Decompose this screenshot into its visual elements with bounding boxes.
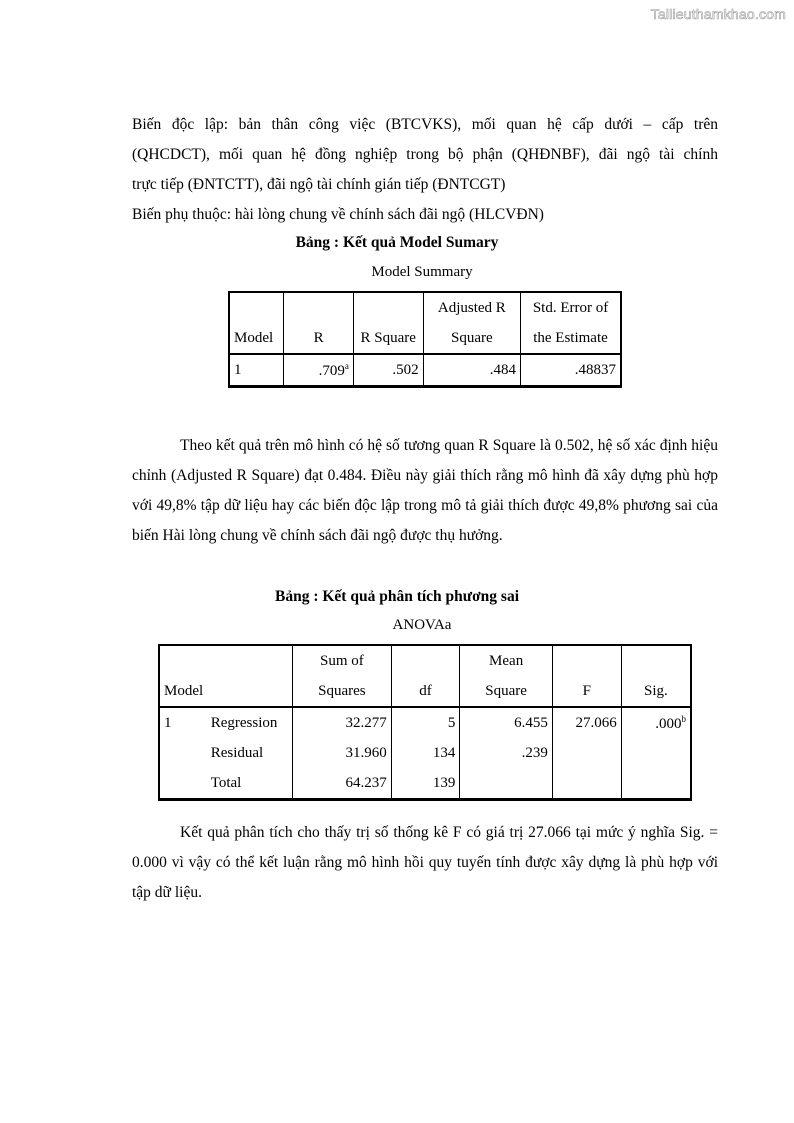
cell-model — [159, 768, 207, 800]
cell-adjusted-r: .484 — [423, 354, 520, 387]
header-sig: Sig. — [643, 682, 668, 699]
model-summary-table — [228, 291, 622, 388]
table-row — [159, 707, 691, 738]
header-model: Model — [159, 676, 293, 707]
paragraph-anova: Kết quả phân tích cho thấy trị số thống kê F có giá trị 27.066 tại mức ý nghĩa Sig. = 0.000 vì vậy có thể kết luận rằng mô hình hồi quy tuyến tính được xây dựng là phù hợp với tập dữ liệu. — [132, 824, 718, 901]
cell-f: 27.066 — [552, 707, 621, 738]
cell-sig: .000$^b$ — [655, 713, 686, 732]
table2-title: ANOVAa — [392, 617, 452, 633]
table2-header-row-1 — [159, 645, 691, 676]
cell-model — [159, 738, 207, 768]
cell-df: 5 — [391, 707, 460, 738]
cell-r: .709$^a$ — [284, 354, 354, 387]
header-adjusted-r: Adjusted R — [423, 292, 520, 323]
header-mean-square-2: Square — [460, 676, 553, 707]
header-mean-square: Mean — [460, 645, 553, 676]
intro-line-3: trực tiếp (ĐNTCTT), đãi ngộ tài chính gián tiếp (ĐNTCGT) — [132, 176, 506, 193]
cell-ms — [460, 768, 553, 800]
intro-line-4: Biến phụ thuộc: hài lòng chung về chính sách đãi ngộ (HLCVĐN) — [132, 206, 544, 223]
table1-caption: Bảng : Kết quả Model Sumary — [295, 234, 499, 251]
anova-table — [158, 644, 692, 801]
cell-ss: 31.960 — [293, 738, 392, 768]
table-row — [159, 738, 691, 768]
cell-name: Regression — [207, 707, 293, 738]
watermark: Tailieuthamkhao.com — [650, 6, 786, 22]
header-r-square: R Square — [353, 323, 423, 354]
table1-header-row-2 — [229, 323, 621, 354]
cell-name: Total — [207, 768, 293, 800]
table-row — [229, 354, 621, 387]
header-std-error: Std. Error of — [532, 299, 609, 316]
table2-header-row-2 — [159, 676, 691, 707]
table-row — [159, 768, 691, 800]
cell-std-error: .48837 — [574, 361, 616, 378]
header-adjusted-r-2: Square — [423, 323, 520, 354]
cell-sig — [621, 768, 691, 800]
cell-ss: 32.277 — [293, 707, 392, 738]
table2-caption: Bảng : Kết quả phân tích phương sai — [275, 588, 519, 605]
paragraph-model-summary: Theo kết quả trên mô hình có hệ số tương quan R Square là 0.502, hệ số xác định hiệu chỉnh (Adjusted R Square) đạt 0.484. Điều này giải thích rằng mô hình đã xây dựng phù hợp với 49,8% tập dữ liệu hay các biến độc lập trong mô tả giải thích được 49,8% phương sai của biến Hài lòng chung về chính sách đãi ngộ được thụ hưởng. — [132, 437, 718, 544]
intro-line-2: (QHCDCT), mối quan hệ đồng nghiệp trong bộ phận (QHĐNBF), đãi ngộ tài chính — [132, 146, 718, 163]
cell-sig — [621, 738, 691, 768]
header-sum-of-squares: Sum of — [293, 645, 392, 676]
cell-ms: .239 — [460, 738, 553, 768]
header-std-error-2: the Estimate — [533, 329, 608, 346]
header-model: Model — [229, 323, 284, 354]
cell-df: 134 — [391, 738, 460, 768]
cell-f — [552, 768, 621, 800]
cell-model: 1 — [229, 354, 284, 387]
header-f: F — [552, 676, 621, 707]
cell-ss: 64.237 — [293, 768, 392, 800]
cell-r-square: .502 — [353, 354, 423, 387]
table1-title: Model Summary — [371, 264, 473, 280]
cell-df: 139 — [391, 768, 460, 800]
cell-ms: 6.455 — [460, 707, 553, 738]
header-sum-of-squares-2: Squares — [293, 676, 392, 707]
cell-f — [552, 738, 621, 768]
header-df: df — [391, 676, 460, 707]
cell-name: Residual — [207, 738, 293, 768]
intro-line-1: Biến độc lập: bản thân công việc (BTCVKS), mối quan hệ cấp dưới – cấp trên — [132, 116, 718, 133]
table1-header-row-1 — [229, 292, 621, 323]
header-r: R — [284, 323, 354, 354]
cell-model: 1 — [164, 714, 172, 731]
